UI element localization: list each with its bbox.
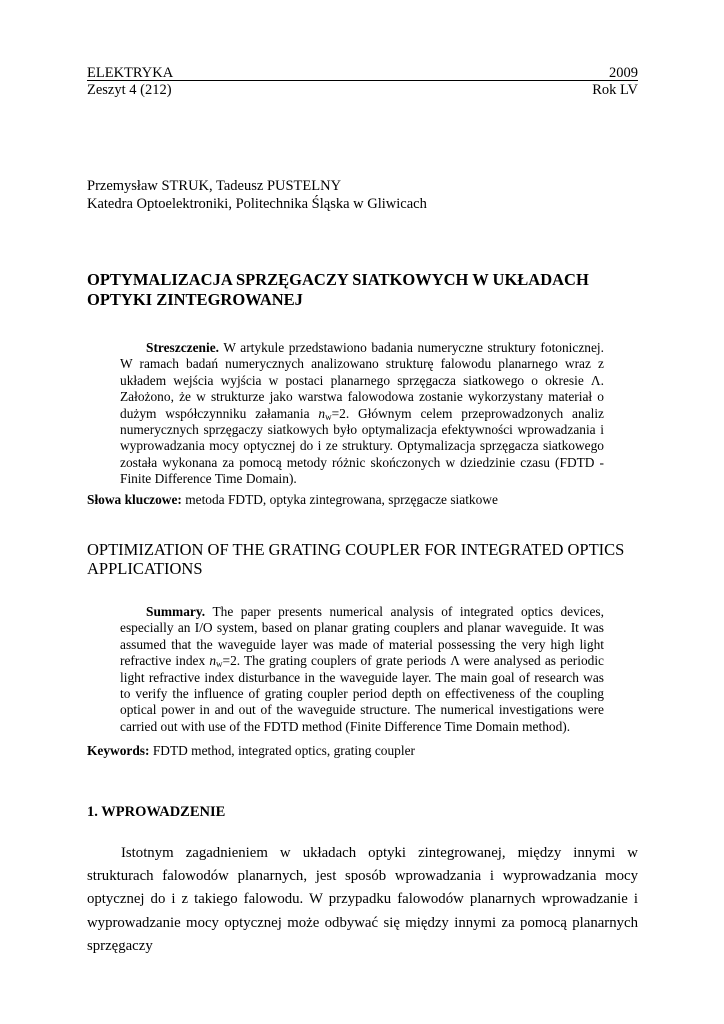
summary-text-part2: =2. The grating couplers of grate periods Λ were analysed as periodic light refractive index disturbance in the waveguide layer. The main goal of research was to verify the influence of grating coupler period depth on effectiveness of the coupling optical power in and out of the waveguide structure. The numerical investigations were carried out with use of the FDTD method (Finite Difference Time Domain method).	[120, 653, 605, 734]
refractive-index-subscript: w	[216, 659, 223, 670]
author-names: Przemysław STRUK, Tadeusz PUSTELNY	[87, 178, 342, 194]
refractive-index-subscript: w	[325, 411, 332, 422]
abstract-english	[120, 604, 604, 735]
summary-label: Summary.	[146, 604, 206, 619]
summary-text-part1: The paper presents numerical analysis of integrated optics devices, especially an I/O system, based on planar grating couplers and planar waveguide. It was assumed that the waveguide layer was made of material possessing the very high light refractive index	[120, 604, 604, 669]
section-heading: 1. WPROWADZENIE	[87, 804, 226, 820]
body-paragraph	[87, 842, 638, 958]
title-polish: OPTYMALIZACJA SPRZĘGACZY SIATKOWYCH W UKŁADACH OPTYKI ZINTEGROWANEJ	[87, 270, 589, 309]
keywords-polish	[87, 492, 647, 508]
keywords-label: Słowa kluczowe:	[87, 492, 182, 507]
author-affiliation: Katedra Optoelektroniki, Politechnika Śląska w Gliwicach	[87, 196, 427, 212]
journal-issue: Zeszyt 4 (212)	[87, 82, 172, 98]
abstract-text-part1: W artykule przedstawiono badania numeryczne struktury fotonicznej. W ramach badań numerycznych analizowano strukturę falowodu planarnego wraz z układem wejścia wyjścia w postaci planarnego sprzęgacza siatkowego o okresie Λ. Założono, że w strukturze jako warstwa falowodowa zostanie wykorzystany materiał o dużym współczynniku załamania	[120, 340, 604, 421]
running-header-bottom	[87, 82, 638, 99]
journal-volume: Rok LV	[592, 82, 638, 98]
refractive-index-symbol: n	[209, 653, 217, 669]
keywords-text: metoda FDTD, optyka zintegrowana, sprzęgacze siatkowe	[181, 492, 498, 507]
keywords-english	[87, 743, 647, 759]
journal-name: ELEKTRYKA	[87, 65, 174, 81]
abstract-text-part2: =2. Głównym celem przeprowadzonych analiz numerycznych sprzęgaczy siatkowych było optymalizacja efektywności wprowadzania i wyprowadzania mocy optycznej do i ze struktury. Optymalizacja sprzęgacza siatkowego została wykonana za pomocą metody różnic skończonych w dziedzinie czasu (FDTD - Finite Difference Time Domain).	[120, 405, 604, 487]
keywords-text: FDTD method, integrated optics, grating coupler	[149, 743, 416, 758]
author-block	[87, 177, 638, 213]
refractive-index-symbol: n	[318, 405, 326, 421]
journal-year: 2009	[609, 65, 638, 81]
abstract-label: Streszczenie.	[146, 340, 219, 355]
header-rule	[87, 80, 638, 81]
paragraph-text: Istotnym zagadnieniem w układach optyki zintegrowanej, między innymi w strukturach falowodów planarnych, jest sposób wprowadzania i wyprowadzania mocy optycznej do i z takiego falowodu. W przypadku falowodów planarnych wprowadzanie i wyprowadzanie mocy optycznej może odbywać się między innymi za pomocą planarnych sprzęgaczy	[87, 845, 638, 954]
title-english: OPTIMIZATION OF THE GRATING COUPLER FOR INTEGRATED OPTICS APPLICATIONS	[87, 540, 625, 578]
abstract-polish	[120, 340, 604, 488]
keywords-label: Keywords:	[87, 743, 150, 758]
